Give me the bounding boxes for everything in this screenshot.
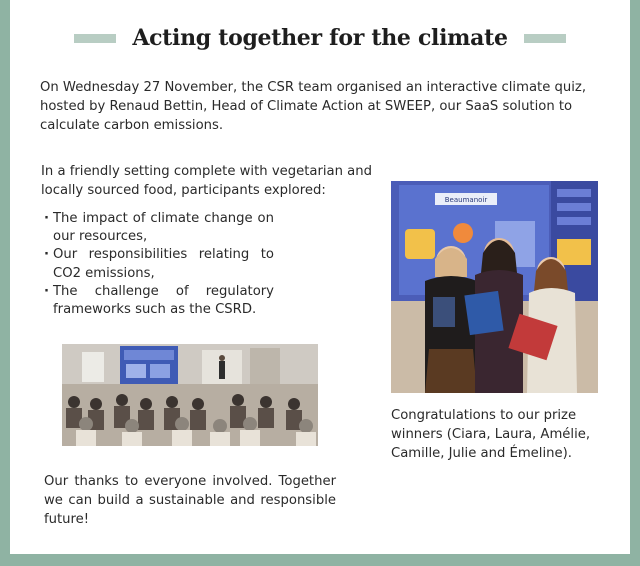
- page-title: Acting together for the climate: [132, 25, 508, 51]
- winners-photo: [391, 181, 598, 393]
- newsletter-card: [10, 0, 630, 554]
- intro-paragraph: On Wednesday 27 November, the CSR team organised an interactive climate quiz, hosted by Renaud Bettin, Head of Climate Action at SWEEP, our SaaS solution to calculate carbon emissions.: [40, 80, 587, 133]
- title-decor-right: [524, 34, 566, 43]
- photo-caption: Congratulations to our prize winners (Ciara, Laura, Amélie, Camille, Julie and Émeline).: [391, 408, 591, 461]
- title-row: [10, 18, 630, 58]
- list-item: · Our responsibilities relating to CO2 emissions,: [44, 246, 274, 282]
- list-item: · The challenge of regulatory frameworks such as the CSRD.: [44, 283, 274, 319]
- thanks-paragraph: Our thanks to everyone involved. Together we can build a sustainable and responsible future!: [44, 474, 336, 527]
- lead-paragraph: In a friendly setting complete with vegetarian and locally sourced food, participants explored:: [41, 164, 372, 198]
- room-photo: [62, 344, 318, 446]
- title-decor-left: [74, 34, 116, 43]
- topic-list: [44, 210, 274, 319]
- list-item: · The impact of climate change on our resources,: [44, 210, 274, 246]
- screen-label: Beaumanoir: [444, 196, 488, 204]
